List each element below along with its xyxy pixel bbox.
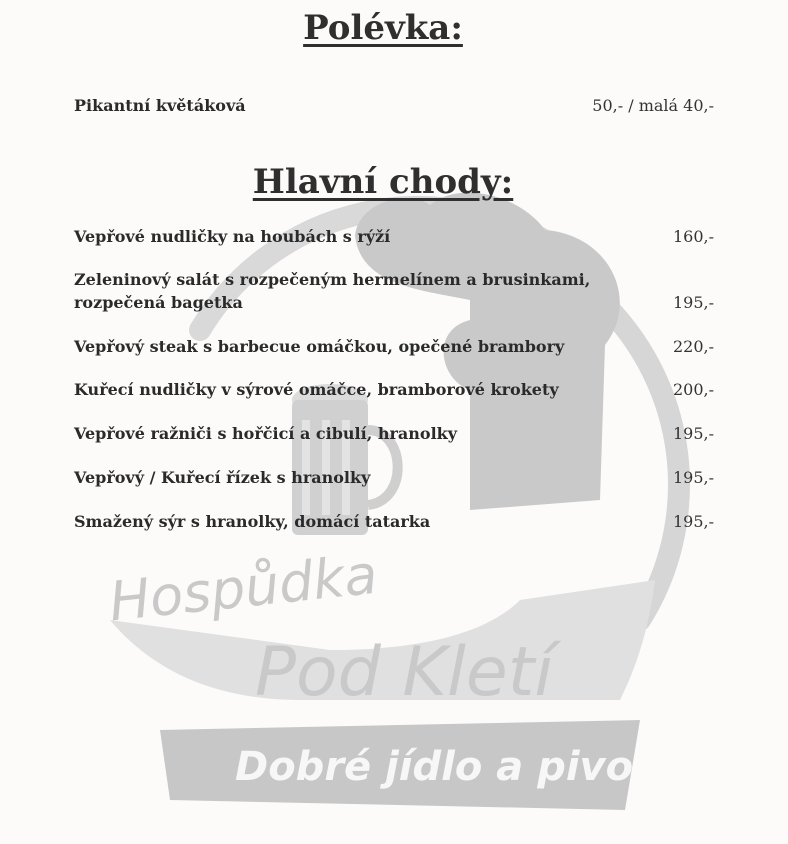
menu-item-price: 50,- / malá 40,-	[592, 96, 714, 115]
menu-item	[74, 225, 714, 248]
menu-item-price: 200,-	[672, 380, 714, 399]
logo-text-pod-kleti: Pod Kletí	[255, 633, 554, 712]
logo-text-slogan: Dobré jídlo a pivo	[235, 744, 634, 790]
menu-item	[74, 268, 714, 314]
menu-item-price: 195,-	[672, 468, 714, 487]
logo-text-hospudka: Hospůdka	[106, 542, 381, 634]
menu-item	[74, 94, 714, 117]
menu-item-name: Kuřecí nudličky v sýrové omáčce, bramborové krokety	[74, 380, 559, 399]
menu-item-price: 220,-	[672, 337, 714, 356]
menu-item-price: 160,-	[672, 227, 714, 246]
menu-item	[74, 378, 714, 401]
menu-item-name: Vepřový / Kuřecí řízek s hranolky	[74, 468, 371, 487]
menu-item	[74, 466, 714, 489]
menu-item-price: 195,-	[672, 512, 714, 531]
menu-item	[74, 335, 714, 358]
menu-item	[74, 510, 714, 533]
menu-item-price: 195,-	[672, 293, 714, 312]
menu-item-name: Vepřové ražniči s hořčicí a cibulí, hranolky	[74, 424, 458, 443]
menu-item-name: Vepřové nudličky na houbách s rýží	[74, 227, 391, 246]
main-courses-heading: Hlavní chody:	[252, 162, 514, 202]
soup-heading: Polévka:	[303, 8, 463, 48]
menu-item	[74, 422, 714, 445]
menu-item-name: Zeleninový salát s rozpečeným hermelínem a brusinkami, rozpečená bagetka	[74, 270, 591, 312]
menu-item-name: Pikantní květáková	[74, 96, 246, 115]
menu-item-name: Smažený sýr s hranolky, domácí tatarka	[74, 512, 431, 531]
menu-item-price: 195,-	[672, 424, 714, 443]
menu-item-name: Vepřový steak s barbecue omáčkou, opečené brambory	[74, 337, 565, 356]
